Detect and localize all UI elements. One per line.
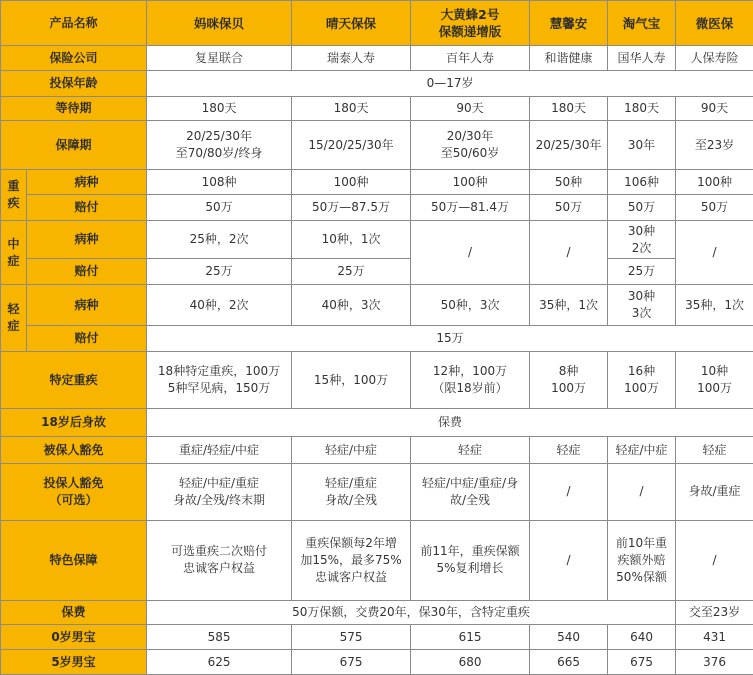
cell-term-2: 15/20/25/30年 (292, 121, 411, 169)
cell-critical-payout-3: 50万—81.4万 (411, 195, 530, 221)
cell-boy5-3: 680 (411, 650, 530, 675)
row-label-waiting: 等待期 (1, 96, 147, 121)
row-label-age: 投保年龄 (1, 70, 147, 96)
cell-waiting-3: 90天 (411, 96, 530, 121)
row-mild-types (1, 284, 753, 325)
cell-moderate-types-5: 30种 2次 (608, 221, 676, 259)
row-label-feature: 特色保障 (1, 520, 147, 600)
cell-term-1: 20/25/30年 至70/80岁/终身 (147, 121, 292, 169)
cell-insured-waiver-2: 轻症/中症 (292, 437, 411, 464)
cell-moderate-types-1: 25种，2次 (147, 221, 292, 259)
cell-boy0-5: 640 (608, 625, 676, 650)
row-label-boy0: 0岁男宝 (1, 625, 147, 650)
sub-label-critical-payout: 赔付 (27, 195, 147, 221)
cell-mild-types-3: 50种，3次 (411, 284, 530, 325)
cell-mild-types-2: 40种，3次 (292, 284, 411, 325)
row-age (1, 70, 753, 96)
cell-boy0-3: 615 (411, 625, 530, 650)
cell-insured-waiver-5: 轻症/中症 (608, 437, 676, 464)
cell-moderate-payout-5: 25万 (608, 259, 676, 285)
cell-insured-waiver-6: 轻症 (676, 437, 753, 464)
cell-critical-types-4: 50种 (530, 169, 608, 195)
sub-label-mild-types: 病种 (27, 284, 147, 325)
cell-boy5-5: 675 (608, 650, 676, 675)
cell-holder-waiver-4: / (530, 463, 608, 520)
cell-premium-last: 交至23岁 (676, 600, 753, 625)
cell-term-4: 20/25/30年 (530, 121, 608, 169)
cell-holder-waiver-2: 轻症/重症 身故/全残 (292, 463, 411, 520)
row-boy0 (1, 625, 753, 650)
cell-critical-types-6: 100种 (676, 169, 753, 195)
cell-critical-types-1: 108种 (147, 169, 292, 195)
row-special (1, 351, 753, 409)
row-waiting (1, 96, 753, 121)
cell-boy5-2: 675 (292, 650, 411, 675)
cell-company-1: 复星联合 (147, 46, 292, 71)
cell-moderate-6: / (676, 221, 753, 285)
cell-critical-types-5: 106种 (608, 169, 676, 195)
sub-label-critical-types: 病种 (27, 169, 147, 195)
cell-mild-payout: 15万 (147, 326, 753, 352)
cell-insured-waiver-3: 轻症 (411, 437, 530, 464)
cell-term-5: 30年 (608, 121, 676, 169)
row-label-boy5: 5岁男宝 (1, 650, 147, 675)
product-header-4: 慧馨安 (530, 1, 608, 46)
cell-boy5-4: 665 (530, 650, 608, 675)
row-label-term: 保障期 (1, 121, 147, 169)
cell-insured-waiver-1: 重症/轻症/中症 (147, 437, 292, 464)
row-mild-payout (1, 326, 753, 352)
row-boy5 (1, 650, 753, 675)
cell-critical-types-3: 100种 (411, 169, 530, 195)
cell-special-6: 10种 100万 (676, 351, 753, 409)
row-feature (1, 520, 753, 600)
cell-moderate-payout-1: 25万 (147, 259, 292, 285)
product-header-2: 晴天保保 (292, 1, 411, 46)
group-label-moderate: 中症 (1, 221, 27, 285)
row-label-special: 特定重疾 (1, 351, 147, 409)
cell-company-5: 国华人寿 (608, 46, 676, 71)
sub-label-mild-payout: 赔付 (27, 326, 147, 352)
cell-waiting-5: 180天 (608, 96, 676, 121)
row-label-premium: 保费 (1, 600, 147, 625)
cell-company-4: 和谐健康 (530, 46, 608, 71)
cell-boy5-1: 625 (147, 650, 292, 675)
cell-special-3: 12种，100万 （限18岁前） (411, 351, 530, 409)
cell-boy0-6: 431 (676, 625, 753, 650)
row-death (1, 409, 753, 437)
cell-company-2: 瑞泰人寿 (292, 46, 411, 71)
row-label-death: 18岁后身故 (1, 409, 147, 437)
cell-critical-payout-4: 50万 (530, 195, 608, 221)
cell-special-2: 15种，100万 (292, 351, 411, 409)
cell-critical-payout-2: 50万—87.5万 (292, 195, 411, 221)
cell-company-6: 人保寿险 (676, 46, 753, 71)
row-label-insured-waiver: 被保人豁免 (1, 437, 147, 464)
cell-waiting-2: 180天 (292, 96, 411, 121)
cell-feature-3: 前11年，重疾保额 5%复利增长 (411, 520, 530, 600)
row-premium (1, 600, 753, 625)
group-label-mild: 轻症 (1, 284, 27, 351)
cell-critical-payout-5: 50万 (608, 195, 676, 221)
cell-age: 0—17岁 (147, 70, 753, 96)
product-header-6: 微医保 (676, 1, 753, 46)
row-term (1, 121, 753, 169)
cell-mild-types-4: 35种，1次 (530, 284, 608, 325)
corner-header: 产品名称 (1, 1, 147, 46)
cell-feature-6: / (676, 520, 753, 600)
cell-special-5: 16种 100万 (608, 351, 676, 409)
cell-holder-waiver-5: / (608, 463, 676, 520)
cell-feature-1: 可选重疾二次赔付 忠诚客户权益 (147, 520, 292, 600)
row-moderate-payout (1, 259, 753, 285)
sub-label-moderate-payout: 赔付 (27, 259, 147, 285)
cell-feature-5: 前10年重 疾额外赔 50%保额 (608, 520, 676, 600)
cell-moderate-payout-2: 25万 (292, 259, 411, 285)
cell-term-3: 20/30年 至50/60岁 (411, 121, 530, 169)
row-moderate-types (1, 221, 753, 259)
cell-moderate-4: / (530, 221, 608, 285)
cell-boy0-2: 575 (292, 625, 411, 650)
cell-boy0-1: 585 (147, 625, 292, 650)
row-critical-payout (1, 195, 753, 221)
cell-critical-payout-6: 50万 (676, 195, 753, 221)
row-critical-types (1, 169, 753, 195)
product-header-3: 大黄蜂2号 保额递增版 (411, 1, 530, 46)
cell-holder-waiver-3: 轻症/中症/重症/身 故/全残 (411, 463, 530, 520)
cell-moderate-types-2: 10种，1次 (292, 221, 411, 259)
cell-critical-types-2: 100种 (292, 169, 411, 195)
row-holder-waiver (1, 463, 753, 520)
group-label-critical: 重疾 (1, 169, 27, 220)
cell-waiting-4: 180天 (530, 96, 608, 121)
cell-death: 保费 (147, 409, 753, 437)
cell-boy0-4: 540 (530, 625, 608, 650)
cell-term-6: 至23岁 (676, 121, 753, 169)
cell-company-3: 百年人寿 (411, 46, 530, 71)
row-insured-waiver (1, 437, 753, 464)
cell-moderate-3: / (411, 221, 530, 285)
header-row (1, 1, 753, 46)
row-company (1, 46, 753, 71)
cell-holder-waiver-6: 身故/重症 (676, 463, 753, 520)
cell-special-1: 18种特定重疾，100万 5种罕见病，150万 (147, 351, 292, 409)
sub-label-moderate-types: 病种 (27, 221, 147, 259)
cell-holder-waiver-1: 轻症/中症/重症 身故/全残/终末期 (147, 463, 292, 520)
cell-waiting-6: 90天 (676, 96, 753, 121)
cell-premium-note: 50万保额，交费20年，保30年，含特定重疾 (147, 600, 676, 625)
cell-waiting-1: 180天 (147, 96, 292, 121)
row-label-holder-waiver: 投保人豁免 （可选） (1, 463, 147, 520)
cell-feature-4: / (530, 520, 608, 600)
cell-boy5-6: 376 (676, 650, 753, 675)
cell-feature-2: 重疾保额每2年增 加15%，最多75% 忠诚客户权益 (292, 520, 411, 600)
product-header-1: 妈咪保贝 (147, 1, 292, 46)
cell-mild-types-5: 30种 3次 (608, 284, 676, 325)
cell-insured-waiver-4: 轻症 (530, 437, 608, 464)
row-label-company: 保险公司 (1, 46, 147, 71)
cell-mild-types-1: 40种，2次 (147, 284, 292, 325)
cell-mild-types-6: 35种，1次 (676, 284, 753, 325)
product-header-5: 淘气宝 (608, 1, 676, 46)
cell-special-4: 8种 100万 (530, 351, 608, 409)
cell-critical-payout-1: 50万 (147, 195, 292, 221)
